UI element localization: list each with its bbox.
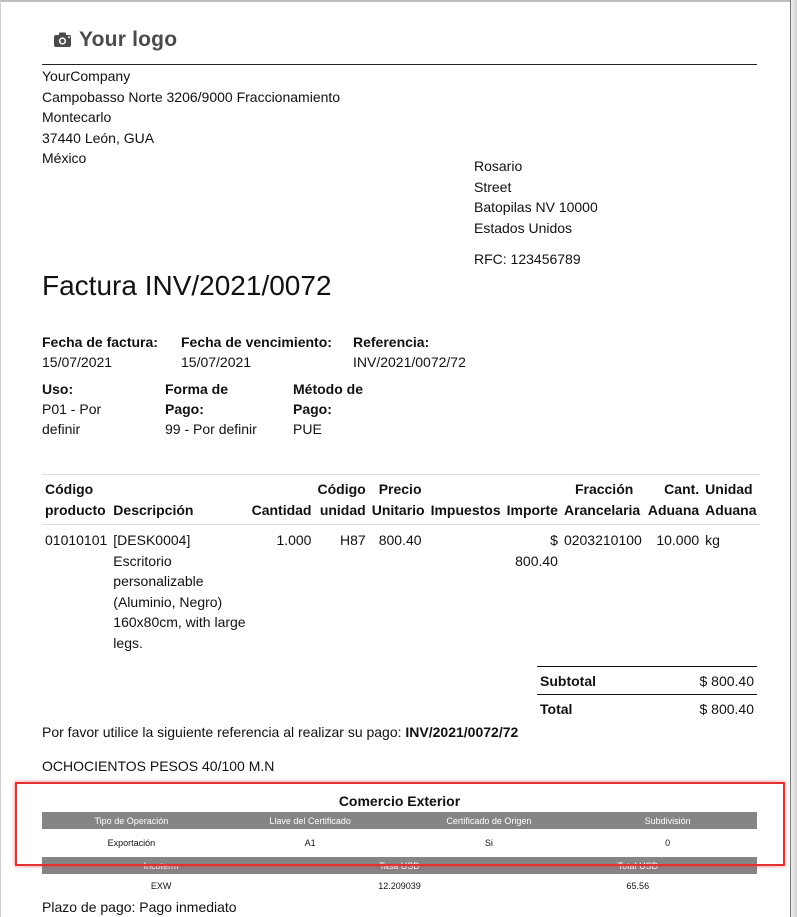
col-cant-aduana: Cant. Aduana (645, 475, 702, 525)
header-divider (42, 64, 757, 65)
invoice-date-label: Fecha de factura: (42, 334, 158, 350)
cell-cant-aduana: 10.000 (656, 532, 700, 548)
client-rfc: RFC: 123456789 (474, 251, 581, 267)
metodo-pago-label-cont: Pago: (293, 401, 332, 417)
page-edge-right (790, 0, 797, 917)
metodo-pago-label: Método de (293, 381, 363, 397)
invoice-date: 15/07/2021 (42, 354, 113, 370)
forma-pago-value: 99 - Por definir (165, 421, 257, 437)
ce-header-cell: Total USD (617, 860, 659, 871)
metodo-pago-block (293, 379, 363, 439)
payment-reference (42, 724, 518, 740)
invoice-title: Factura INV/2021/0072 (42, 270, 332, 301)
client-line: Rosario (474, 158, 523, 174)
col-precio-unitario: Precio Unitario (369, 475, 428, 525)
table-row (42, 525, 760, 659)
ce-data-cell: Exportación (107, 838, 156, 848)
highlight-annotation-box (15, 782, 785, 866)
ce-header-cell: Tipo de Operación (94, 815, 169, 826)
metodo-pago-value: PUE (293, 421, 322, 437)
company-line: YourCompany (42, 68, 131, 84)
cell-unidad-aduana: kg (705, 532, 720, 548)
col-impuestos: Impuestos (428, 475, 504, 525)
subtotal-label: Subtotal (540, 672, 596, 689)
reference-label: Referencia: (353, 334, 430, 350)
forma-pago-label: Forma de (165, 381, 229, 397)
company-line: Campobasso Norte 3206/9000 Fraccionamiento (42, 88, 341, 105)
company-logo (53, 28, 177, 52)
page-edge-left (0, 0, 1, 917)
col-cantidad: Cantidad (249, 475, 315, 525)
company-line: México (42, 150, 87, 166)
company-address (42, 66, 340, 169)
subtotal-row (537, 666, 757, 694)
page-edge-top (0, 0, 797, 2)
col-fraccion-arancelaria: Fracción Arancelaria (561, 475, 645, 525)
payment-reference-text: Por favor utilice la siguiente referencia al realizar su pago: (42, 724, 406, 740)
col-codigo-producto: Código producto (42, 475, 110, 525)
col-codigo-unidad: Código unidad (314, 475, 368, 525)
ce-data-cell: 12.209039 (378, 881, 421, 891)
cell-descripcion: [DESK0004] Escritorio personalizable (Aluminio, Negro) 160x80cm, with large legs. (113, 532, 246, 651)
payment-terms: Plazo de pago: Pago inmediato (42, 899, 237, 915)
due-date: 15/07/2021 (181, 354, 252, 370)
ce-header-cell: Incoterm (143, 860, 179, 871)
camera-icon (53, 31, 73, 49)
reference-block (353, 332, 466, 372)
cell-cantidad: 1.000 (276, 532, 312, 548)
client-line: Batopilas NV 10000 (474, 199, 598, 215)
client-address (474, 156, 598, 238)
totals-block (537, 666, 757, 722)
comercio-exterior-title: Comercio Exterior (338, 793, 461, 809)
forma-pago-block (165, 379, 257, 439)
ce-header-cell: Subdivisión (644, 815, 691, 826)
client-line: Estados Unidos (474, 219, 573, 236)
uso-value: P01 - Por (42, 401, 102, 417)
cell-impuestos (428, 525, 504, 659)
ce-data-cell: Si (484, 838, 493, 848)
subtotal-value: $ 800.40 (699, 672, 754, 689)
forma-pago-label-cont: Pago: (165, 401, 204, 417)
invoice-date-block (42, 332, 158, 372)
uso-value-cont: definir (42, 421, 81, 437)
cell-precio: 800.40 (378, 532, 422, 548)
ce-header-cell: Tasa USD (379, 860, 420, 871)
company-line: Montecarlo (42, 109, 112, 125)
ce-header-cell: Certificado de Origen (446, 815, 532, 826)
client-line: Street (474, 178, 512, 195)
ce-data-row-2 (42, 874, 757, 898)
uso-label: Uso: (42, 381, 74, 397)
amount-in-words: OCHOCIENTOS PESOS 40/100 M.N (42, 758, 275, 774)
cell-codigo: 01010101 (45, 532, 108, 548)
col-unidad-aduana: Unidad Aduana (702, 475, 759, 525)
cell-fraccion: 0203210100 (563, 532, 642, 548)
table-header-row (42, 475, 760, 525)
cell-codigo-unidad: H87 (340, 532, 366, 548)
due-date-block (181, 332, 332, 372)
logo-text: Your logo (79, 28, 178, 51)
ce-header-cell: Llave del Certificado (269, 815, 351, 826)
company-line: 37440 León, GUA (42, 129, 155, 146)
total-row (537, 694, 757, 722)
col-importe: Importe (504, 475, 561, 525)
total-value: $ 800.40 (699, 700, 754, 717)
ce-data-cell: EXW (150, 881, 172, 891)
reference-value: INV/2021/0072/72 (353, 354, 466, 370)
ce-data-cell: A1 (304, 838, 316, 848)
ce-data-cell: 65.56 (626, 881, 650, 891)
invoice-lines-table (42, 474, 760, 658)
col-descripcion: Descripción (110, 475, 248, 525)
due-date-label: Fecha de vencimiento: (181, 334, 332, 350)
uso-block (42, 379, 101, 439)
total-label: Total (540, 700, 573, 717)
cell-importe: $ 800.40 (515, 532, 558, 569)
payment-reference-value: INV/2021/0072/72 (405, 724, 519, 740)
ce-data-cell: 0 (665, 838, 671, 848)
